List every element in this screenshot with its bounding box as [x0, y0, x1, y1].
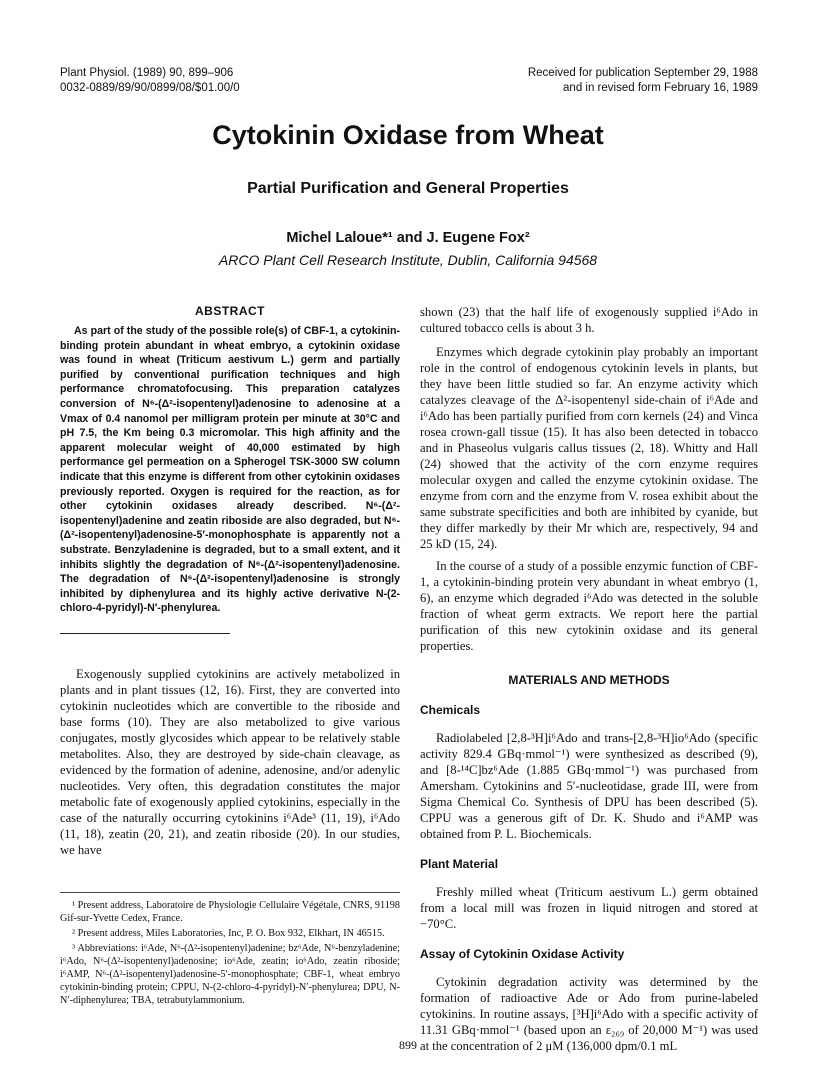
- assay-text: Cytokinin degradation activity was determined by the formation of radioactive Ade or Ado from purine-labeled cytokinins. In routine assays, [³H]i⁶Ado with a specific activity of 11.31 GBq·mmol⁻¹ (based upon an ε₂₆₉ of 20,000 M⁻¹) was used at the concentration of 2 μM (136,000 dpm/0.1 mL: [420, 975, 758, 1053]
- journal-code: 0032-0889/89/90/0899/08/$01.00/0: [60, 82, 240, 94]
- revised-date: and in revised form February 16, 1989: [563, 82, 758, 94]
- right-column: [420, 304, 758, 1056]
- received-date: Received for publication September 29, 1988: [527, 67, 758, 79]
- plant-material-heading: Plant Material: [420, 857, 499, 871]
- methods-heading: MATERIALS AND METHODS: [508, 673, 670, 687]
- journal-header: [60, 66, 240, 96]
- footnotes: [60, 892, 400, 1009]
- page-number: 899: [399, 1038, 417, 1052]
- journal-citation: Plant Physiol. (1989) 90, 899–906: [60, 67, 234, 79]
- intro-paragraph: Exogenously supplied cytokinins are actively metabolized in plants and in plant tissues (12, 16). First, they are converted into cytokinin nucleotides which are convertible to the riboside and base forms (10). They are also metabolized to give various conjugates, mostly glycosides which appear to be relatively stable metabolites. Also, they are destroyed by side-chain cleavage, as evidenced by the formation of adenine, adenosine, and/or adenylic nucleotides. Very often, this degradation constitutes the major metabolic fate of exogenously applied cytokinins, especially in the case of the naturally occurring cytokinins i⁶Ade³ (11, 19), i⁶Ado (11, 18), zeatin (20, 21), and zeatin riboside (20). In our studies, we have: [60, 667, 400, 857]
- chemicals-heading: Chemicals: [420, 703, 481, 717]
- abstract-divider: [60, 633, 230, 634]
- paper-subtitle: Partial Purification and General Properties: [247, 180, 569, 197]
- right-paragraph-2: Enzymes which degrade cytokinin play probably an important role in the control of endogenous cytokinin levels in plants, but they have been little studied so far. An enzyme activity which catalyzes cleavage of the Δ²-isopentenyl side-chain of i⁶Ade and i⁶Ado has been partially purified from corn kernels (24) and Vinca rosea crown-gall tissue (15). It has also been detected in tobacco and in Phaseolus vulgaris callus tissues (2, 18). Whitty and Hall (24) showed that the activity of the corn enzyme requires molecular oxygen and called the enzyme cytokinin oxidase. The enzyme from corn and the enzyme from V. rosea exhibit about the same substrate specificities and both are inhibited by cyanide, but they differ markedly by their Mr which are, respectively, 94 and 25 kD (15, 24).: [420, 345, 758, 551]
- footnote-1: ¹ Present address, Laboratoire de Physiologie Cellulaire Végétale, CNRS, 91198 Gif-sur-Yvette Cedex, France.: [60, 900, 400, 924]
- right-paragraph-1: shown (23) that the half life of exogenously supplied i⁶Ado in cultured tobacco cells is about 3 h.: [420, 305, 758, 335]
- chemicals-text: Radiolabeled [2,8-³H]i⁶Ado and trans-[2,8-³H]io⁶Ado (specific activity 829.4 GBq·mmol⁻¹) were synthesized as described (9), and [8-¹⁴C]bz⁶Ade (1.885 GBq·mmol⁻¹) was purchased from Amersham. Cytokinins and 5′-nucleotidase, grade III, were from Sigma Chemical Co. Synthesis of DPU has been described (5). CPPU was a generous gift of Dr. K. Shudo and i⁶AMP was obtained from P. L. Biochemicals.: [420, 731, 758, 841]
- paper-title: Cytokinin Oxidase from Wheat: [212, 120, 604, 150]
- abstract-heading: ABSTRACT: [195, 304, 265, 318]
- paper-authors: Michel Laloue*¹ and J. Eugene Fox²: [286, 230, 530, 246]
- right-paragraph-3: In the course of a study of a possible enzymic function of CBF-1, a cytokinin-binding protein very abundant in wheat embryo (1, 6), an enzyme which degraded i⁶Ado was detected in the soluble fraction of wheat germ extracts. We report here the partial purification of this new cytokinin oxidase and its general properties.: [420, 559, 758, 653]
- received-header: [528, 66, 758, 96]
- footnote-3: ³ Abbreviations: i⁶Ade, N⁶-(Δ²-isopentenyl)adenine; bz⁶Ade, N⁶-benzyladenine; i⁶Ado, N⁶-(Δ²-isopentenyl)adenosine; io⁶Ade, zeatin; io⁶Ado, zeatin riboside; i⁶AMP, N⁶-(Δ²-isopentenyl)adenosine-5′-monophosphate; CBF-1, wheat embryo cytokinin-binding protein; CPPU, N-(2-chloro-4-pyridyl)-N′-phenylurea; DPU, N-N′-diphenylurea; TBA, tetrabutylammonium.: [60, 943, 400, 1006]
- plant-material-text: Freshly milled wheat (Triticum aestivum L.) germ obtained from a local mill was frozen in liquid nitrogen and stored at −70°C.: [420, 885, 758, 931]
- abstract-text: As part of the study of the possible role(s) of CBF-1, a cytokinin-binding protein abundant in wheat embryo, a cytokinin oxidase was found in wheat (Triticum aestivum L.) germ and partially purified by conventional purification techniques and high performance chromatofocusing. This preparation catalyzes conversion of N⁶-(Δ²-isopentenyl)adenosine to adenosine at a Vmax of 0.4 nanomol per milligram protein per minute at 30°C and pH 7.5, the Km being 0.3 micromolar. This high affinity and the apparent molecular weight of 40,000 estimated by high performance gel permeation on a Spherogel TSK-3000 SW column indicate that this enzyme is different from other cytokinin oxidases previously reported. Oxygen is required for the reaction, as for other cytokinin oxidases already described. N⁶-(Δ²-isopentenyl)adenine and zeatin riboside are also degraded, but N⁶-(Δ²-isopentenyl)adenosine-5′-monophosphate is apparently not a substrate. Benzyladenine is degraded, but to a small extent, and it inhibits slightly the degradation of N⁶-(Δ²-isopentenyl)adenosine. The degradation of N⁶-(Δ²-isopentenyl)adenosine is strongly inhibited by diphenylurea and its highly active derivative N-(2-chloro-4-pyridyl)-N′-phenylurea.: [60, 325, 400, 615]
- assay-heading: Assay of Cytokinin Oxidase Activity: [420, 947, 625, 961]
- footnote-2: ² Present address, Miles Laboratories, Inc, P. O. Box 932, Elkhart, IN 46515.: [72, 928, 385, 939]
- paper-affiliation: ARCO Plant Cell Research Institute, Dublin, California 94568: [218, 252, 598, 268]
